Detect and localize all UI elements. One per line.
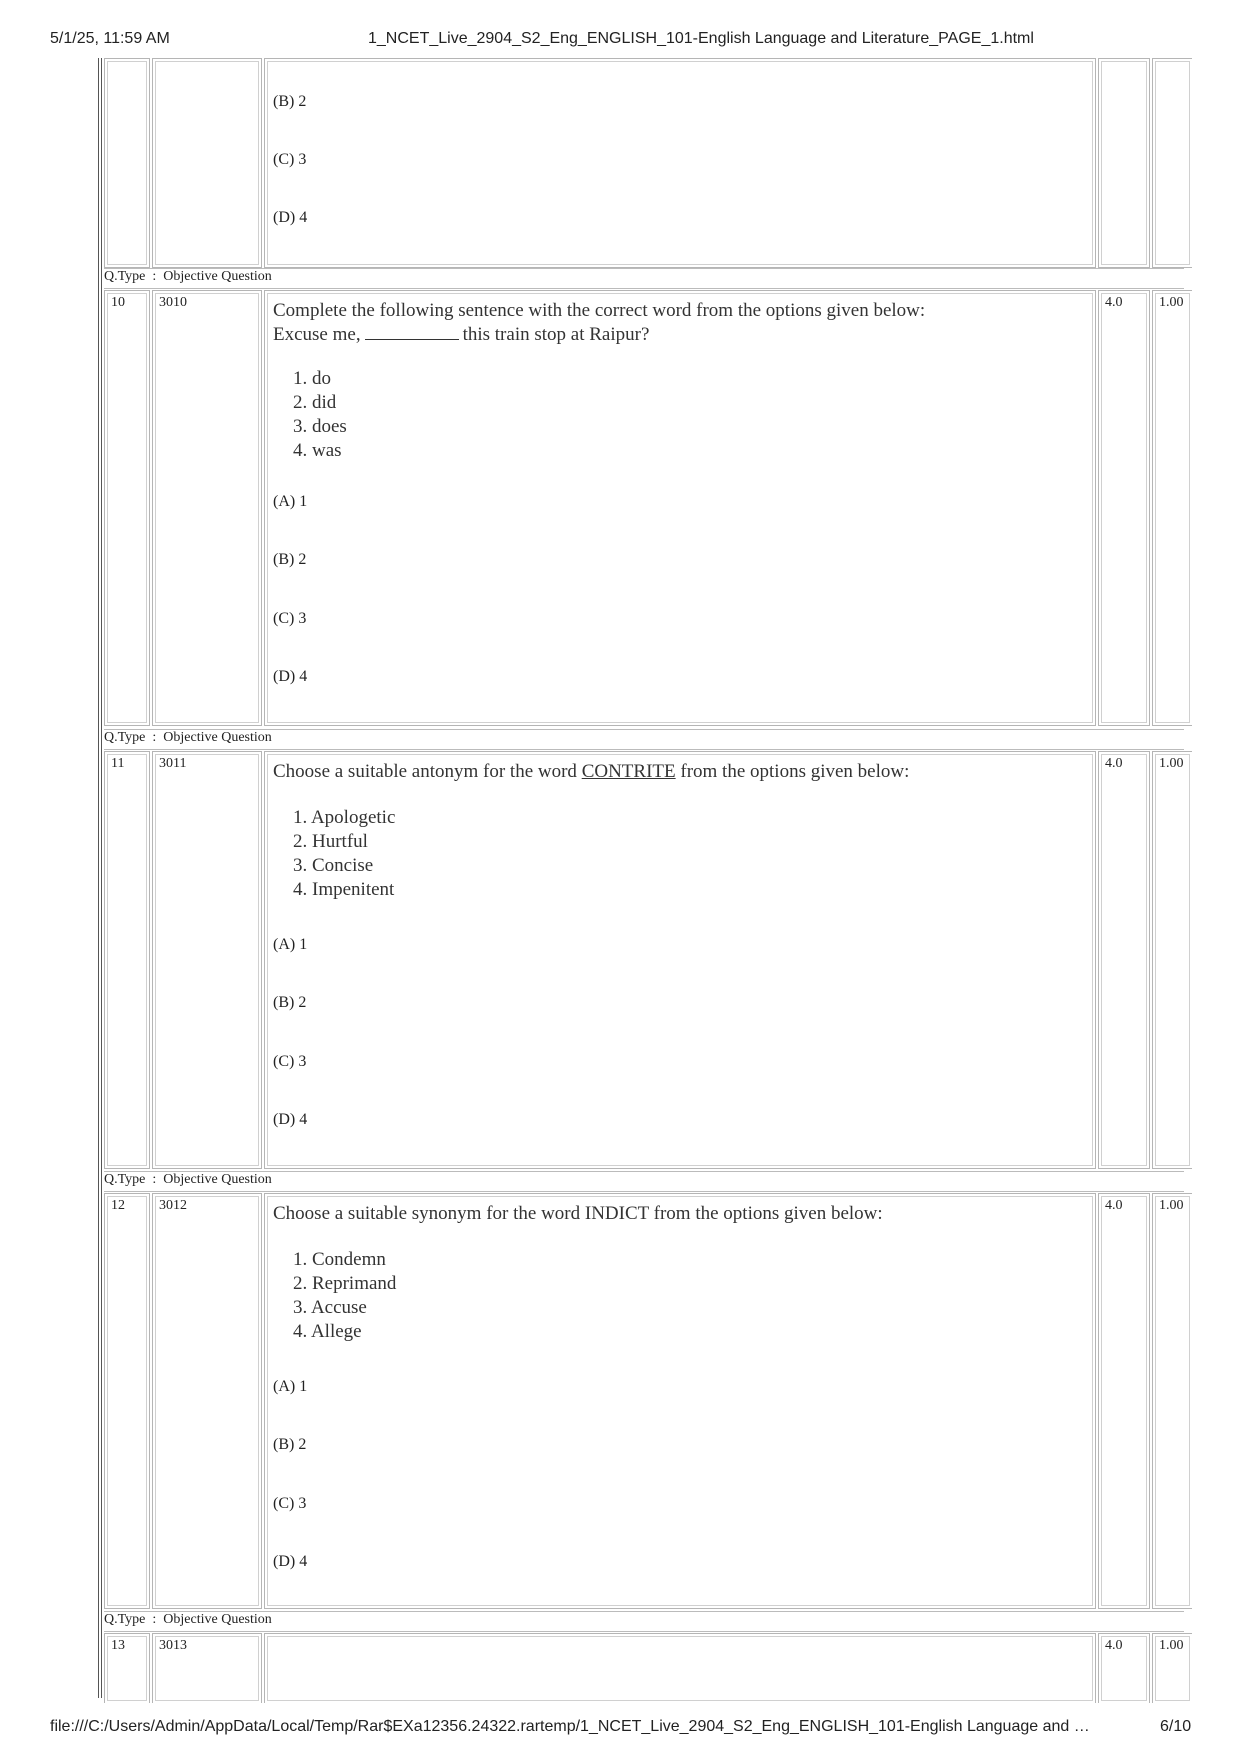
question-text: Choose a suitable synonym for the word INDICT from the options given below: [273,1203,883,1224]
keyword-underlined: CONTRITE [581,761,676,782]
answer-a: (A) 1 [273,936,308,953]
question-cell [264,751,1096,1169]
print-header [0,30,1240,54]
negative-cell [1152,290,1192,726]
option-item: 2. Hurtful [293,831,368,852]
option-list [293,806,395,902]
qtype-label: Q.Type : Objective Question [104,1612,272,1627]
print-footer [0,1718,1240,1742]
qtype-label: Q.Type : Objective Question [104,730,272,745]
qtype-rule [104,1631,1184,1632]
prev-neg-cell [1152,58,1192,268]
marks-cell [1098,1633,1150,1703]
qtype-rule [104,1191,1184,1192]
option-item: 3. Accuse [293,1297,367,1318]
qtype-label: Q.Type : Objective Question [104,269,272,284]
prev-marks-cell [1098,58,1150,268]
page-rule-left-inner [101,58,102,1698]
question-id: 3010 [159,295,187,310]
marks-value: 4.0 [1105,1198,1123,1213]
answer-a: (A) 1 [273,1378,308,1395]
qtype-rule [104,749,1184,750]
marks-value: 4.0 [1105,756,1123,771]
option-item: 4. was [293,440,342,461]
question-id: 3013 [159,1638,187,1653]
question-number: 11 [111,756,125,771]
answer-a: (A) 1 [273,493,308,510]
prev-answer-d: (D) 4 [273,209,308,226]
marks-cell [1098,751,1150,1169]
answer-c: (C) 3 [273,610,307,627]
option-item: 3. Concise [293,855,374,876]
sno-cell [104,1193,150,1609]
answer-b: (B) 2 [273,994,307,1011]
question-number: 13 [111,1638,125,1653]
question-cell [264,1193,1096,1609]
question-cell [264,290,1096,726]
option-list [293,367,347,463]
sno-cell [104,290,150,726]
answer-b: (B) 2 [273,1436,307,1453]
answer-c: (C) 3 [273,1053,307,1070]
blank-line [365,323,459,340]
negative-cell [1152,1193,1192,1609]
prev-question-cell [264,58,1096,268]
answer-d: (D) 4 [273,1553,308,1570]
print-page-number: 6/10 [1160,1718,1192,1735]
qid-cell [152,1633,262,1703]
option-item: 2. Reprimand [293,1273,397,1294]
question-cell [264,1633,1096,1703]
print-datetime: 5/1/25, 11:59 AM [50,30,170,47]
marks-cell [1098,1193,1150,1609]
question-number: 12 [111,1198,125,1213]
negative-cell [1152,1633,1192,1703]
sno-cell [104,751,150,1169]
page-rule-left [98,58,99,1698]
option-item: 3. does [293,416,347,437]
option-item: 1. Apologetic [293,807,396,828]
negative-value: 1.00 [1159,295,1184,310]
question-id: 3012 [159,1198,187,1213]
answer-c: (C) 3 [273,1495,307,1512]
qid-cell [152,290,262,726]
option-item: 4. Impenitent [293,879,395,900]
negative-cell [1152,751,1192,1169]
answer-d: (D) 4 [273,1111,308,1128]
option-item: 2. did [293,392,337,413]
prev-sno-cell [104,58,150,268]
qtype-label: Q.Type : Objective Question [104,1172,272,1187]
prev-qid-cell [152,58,262,268]
negative-value: 1.00 [1159,756,1184,771]
qtype-rule [104,288,1184,289]
prev-answer-b: (B) 2 [273,93,307,110]
answer-b: (B) 2 [273,551,307,568]
question-number: 10 [111,295,125,310]
option-item: 1. do [293,368,331,389]
option-item: 1. Condemn [293,1249,386,1270]
sno-cell [104,1633,150,1703]
question-id: 3011 [159,756,187,771]
marks-value: 4.0 [1105,1638,1123,1653]
qid-cell [152,751,262,1169]
marks-cell [1098,290,1150,726]
qid-cell [152,1193,262,1609]
negative-value: 1.00 [1159,1198,1184,1213]
option-item: 4. Allege [293,1321,362,1342]
question-text: Complete the following sentence with the correct word from the options given below: Excuse me, this train stop at Raipur? [273,300,926,345]
print-title: 1_NCET_Live_2904_S2_Eng_ENGLISH_101-English Language and Literature_PAGE_1.html [368,30,1034,47]
option-list [293,1248,396,1344]
question-text: Choose a suitable antonym for the word CONTRITE from the options given below: [273,761,910,782]
negative-value: 1.00 [1159,1638,1184,1653]
prev-answer-c: (C) 3 [273,151,307,168]
print-url: file:///C:/Users/Admin/AppData/Local/Temp/Rar$EXa12356.24322.rartemp/1_NCET_Live_2904_S2_Eng_ENGLISH_101-English Language and … [50,1718,1090,1735]
marks-value: 4.0 [1105,295,1123,310]
answer-d: (D) 4 [273,668,308,685]
